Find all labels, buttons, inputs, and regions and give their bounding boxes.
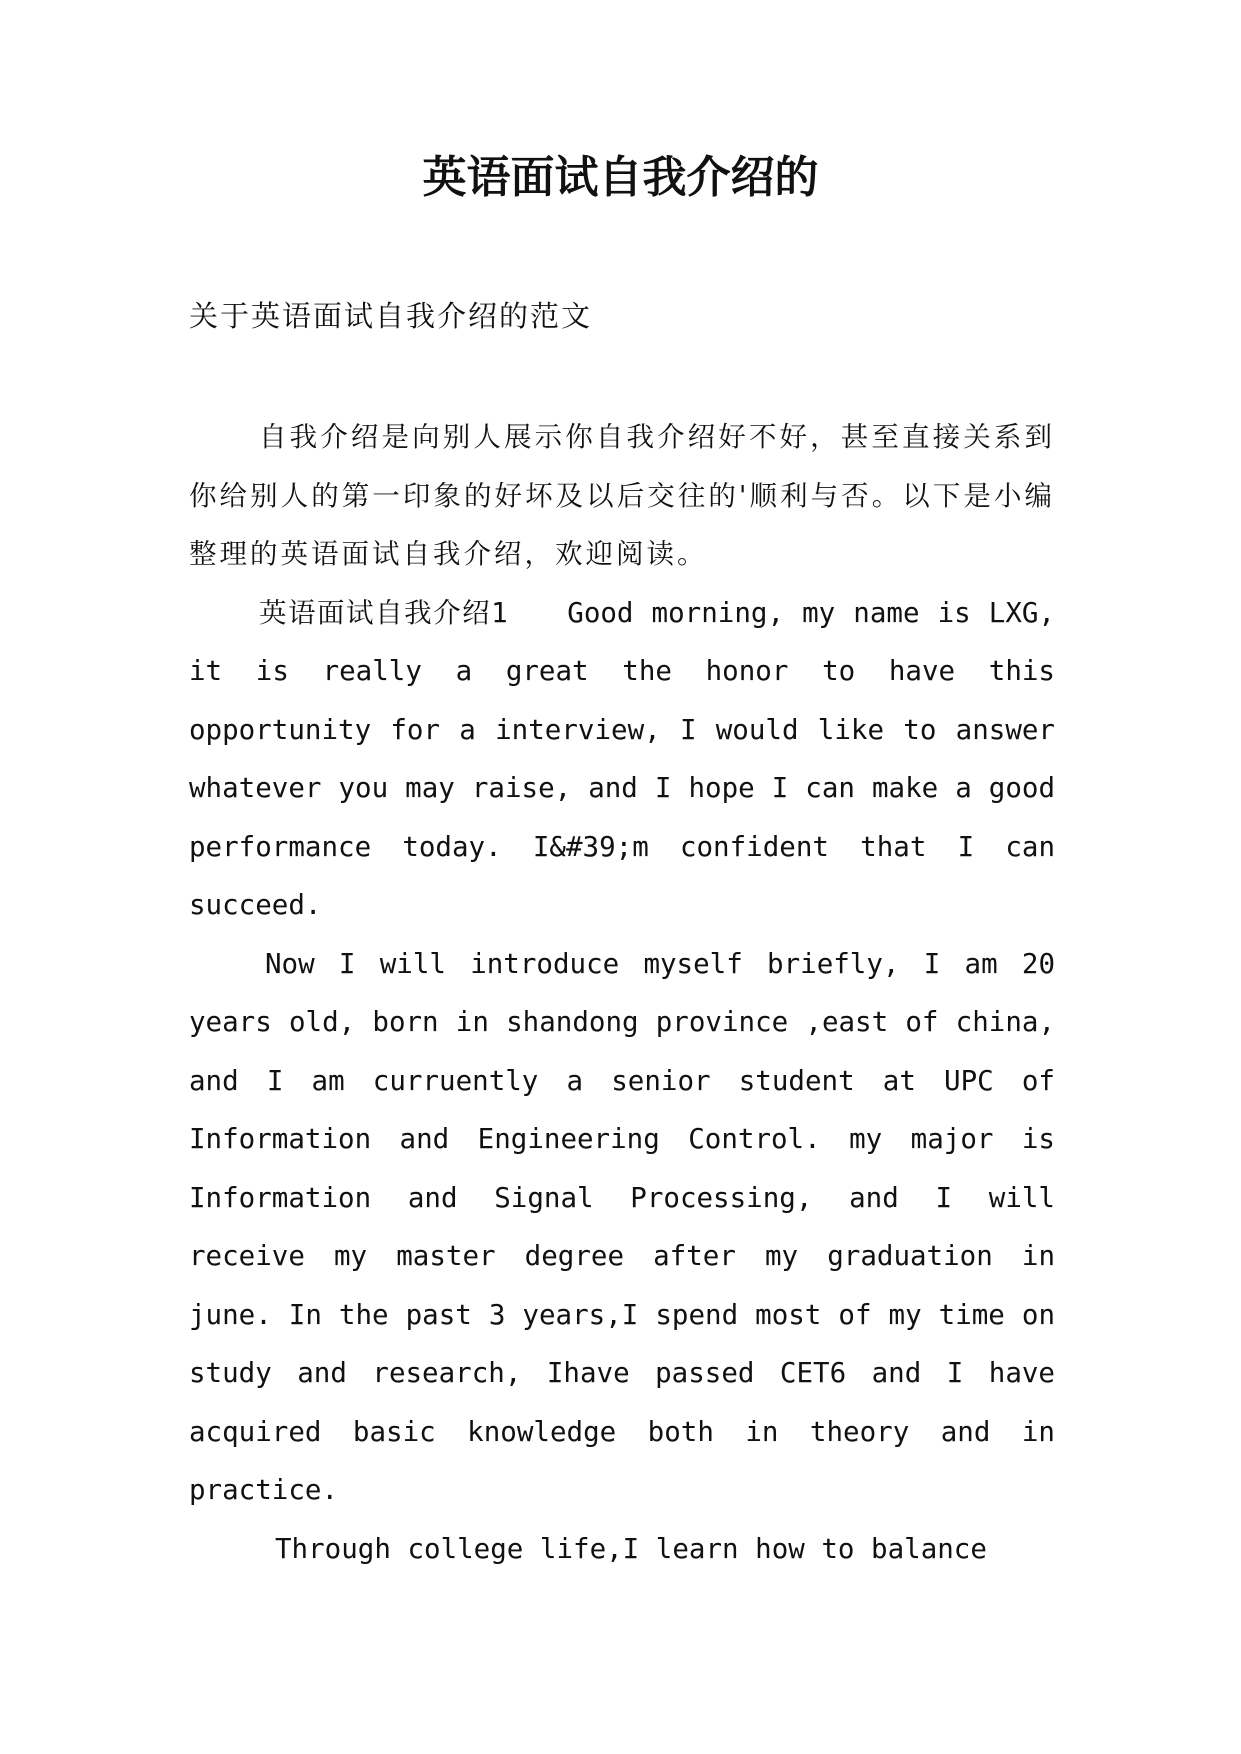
paragraph-intro: 自我介绍是向别人展示你自我介绍好不好，甚至直接关系到你给别人的第一印象的好坏及以后交往的'顺利与否。以下是小编整理的英语面试自我介绍，欢迎阅读。 [189, 421, 1055, 570]
document-title: 英语面试自我介绍的 [422, 152, 819, 203]
document-body [189, 408, 1055, 1578]
paragraph-background: Now I will introduce myself briefly, I am 20 years old, born in shandong province ,east of china, and I am curruently a senior student at UPC of Information and Engineering Control. my major is Information and Signal Processing, and I will receive my master degree after my graduation in june. In the past 3 years,I spend most of my time on study and research, Ihave passed CET6 and I have acquired basic knowledge both in theory and in practice. [189, 947, 1055, 1506]
paragraph-college-life: Through college life,I learn how to balance [275, 1532, 987, 1565]
paragraph-self-intro-1: 英语面试自我介绍1 Good morning, my name is LXG, it is really a great the honor to have this opportunity for a interview, I would like to answer whatever you may raise, and I hope I can make a good performance today. I&#39;m confident that I can succeed. [189, 596, 1055, 921]
document-subtitle: 关于英语面试自我介绍的范文 [189, 299, 593, 333]
